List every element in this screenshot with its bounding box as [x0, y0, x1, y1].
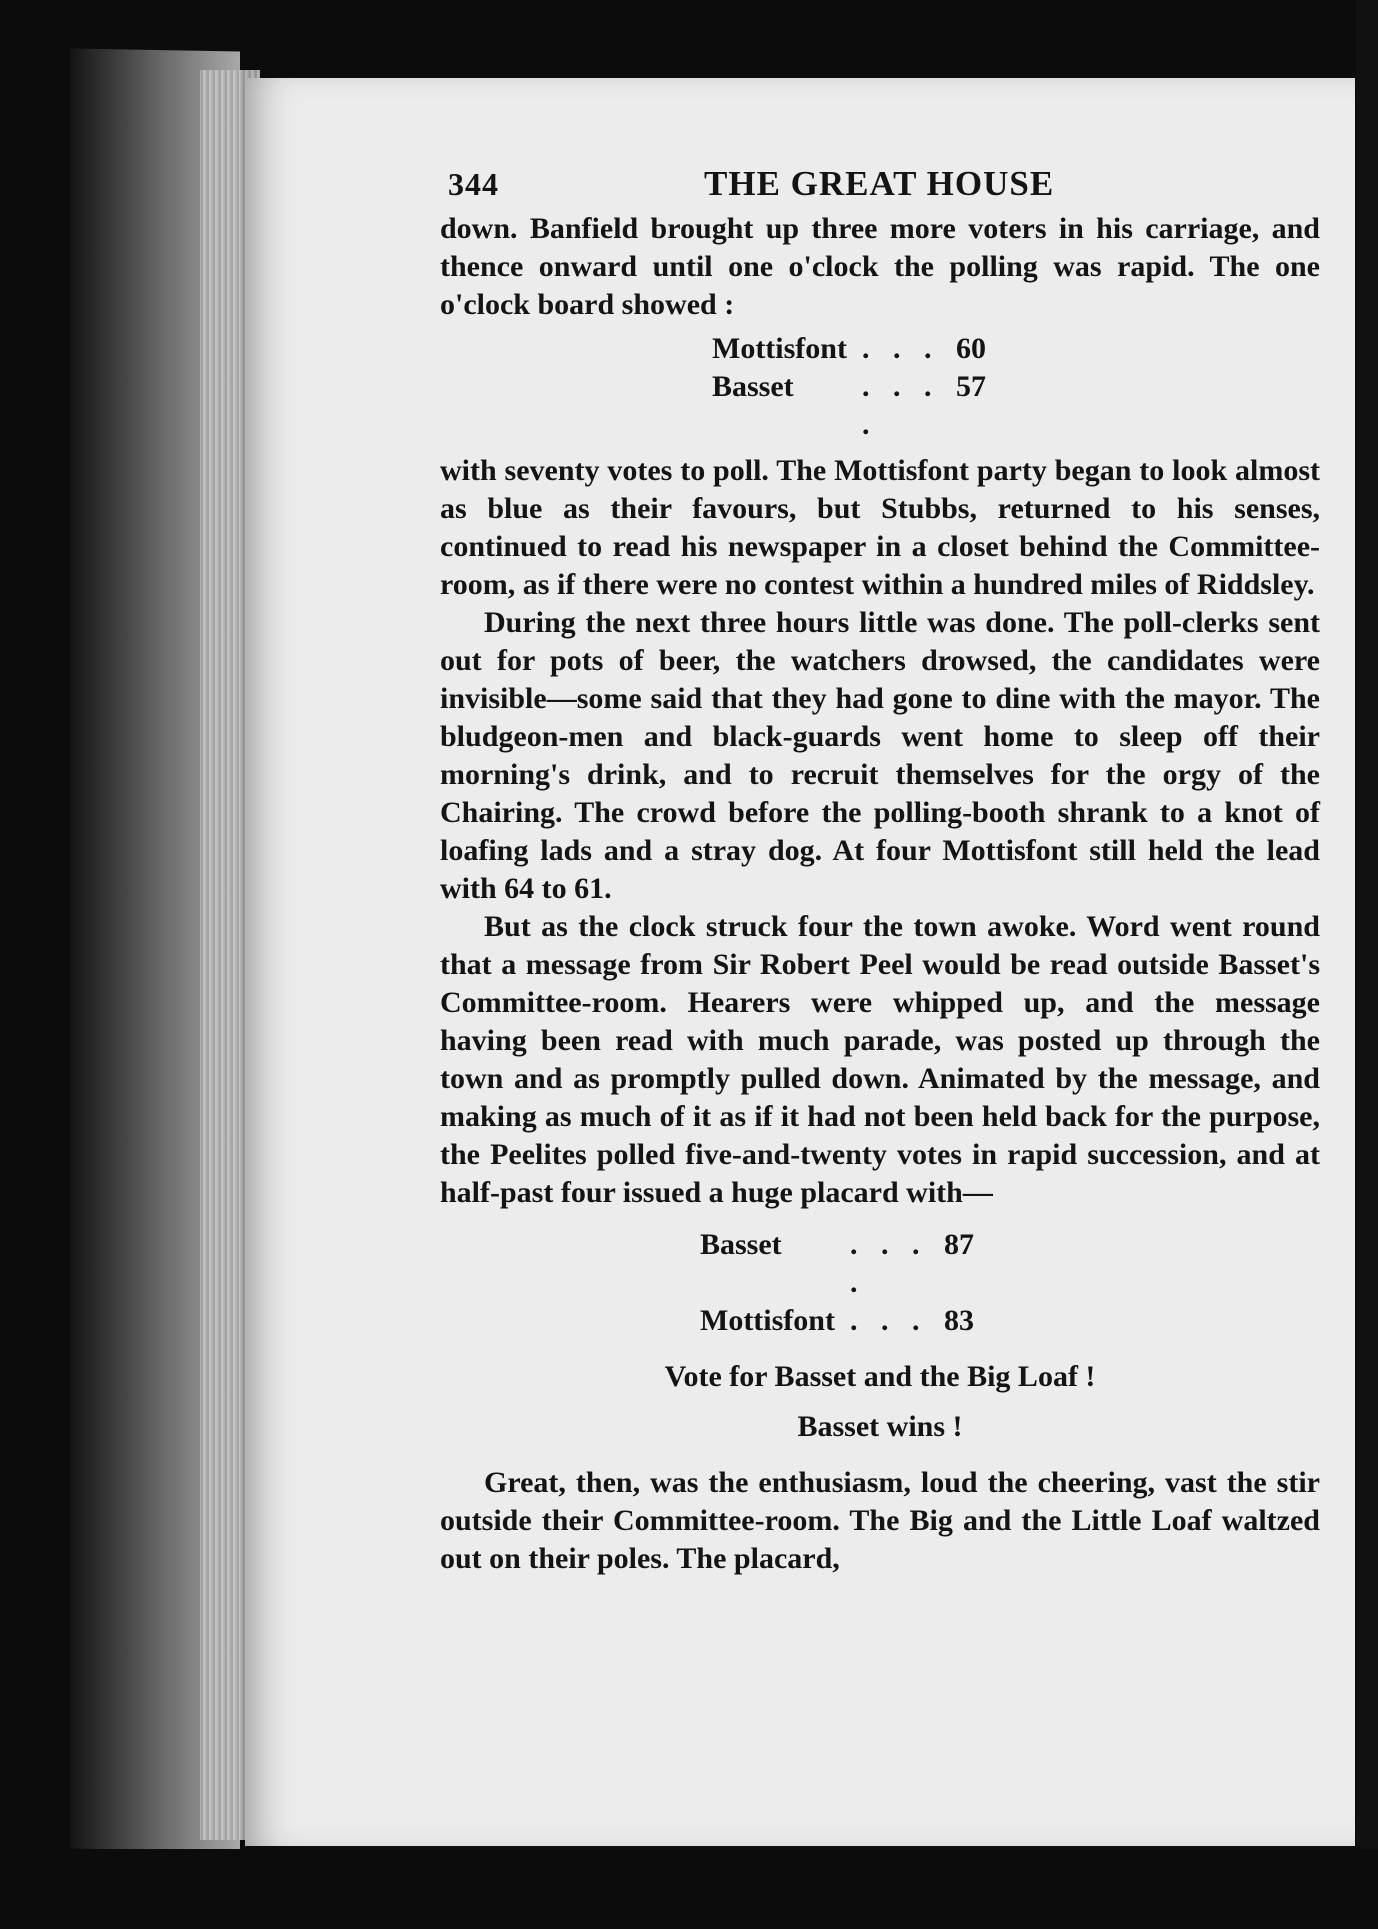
vote-count: 83	[944, 1304, 974, 1337]
paragraph: Great, then, was the enthusiasm, loud the cheering, vast the stir outside their Committee-room. The Big and the Little Loaf waltzed out on their poles. The placard,	[440, 1466, 1320, 1575]
candidate-name: Basset	[700, 1228, 782, 1261]
leader-dots: . . . .	[862, 370, 940, 441]
vote-count: 57	[956, 370, 986, 403]
vote-count: 87	[944, 1228, 974, 1261]
page-header	[440, 160, 1320, 210]
running-head: THE GREAT HOUSE	[704, 164, 1055, 203]
placard-line: Basset wins !	[797, 1410, 963, 1443]
leader-dots: . . .	[862, 332, 940, 365]
bottom-dark-margin	[0, 1849, 1378, 1929]
poll-board-2	[440, 1226, 1320, 1340]
page-number: 344	[448, 166, 499, 202]
paragraph: down. Banfield brought up three more voters in his carriage, and thence onward until one o'clock the polling was rapid. The one o'clock board showed :	[440, 212, 1320, 321]
poll-board-1	[440, 330, 1320, 444]
paragraph: But as the clock struck four the town awoke. Word went round that a message from Sir Robert Peel would be read outside Basset's Committee-room. Hearers were whipped up, and the message having been read with much parade, was posted up through the town and as promptly pulled down. Animated by the message, and making as much of it as if it had not been held back for the purpose, the Peelites polled five-and-twenty votes in rapid succession, and at half-past four issued a huge placard with—	[440, 910, 1320, 1209]
poll-row	[712, 330, 1320, 368]
paragraph: During the next three hours little was done. The poll-clerks sent out for pots of beer, the watchers drowsed, the candidates were invisible—some said that they had gone to dine with the mayor. The bludgeon-men and black-guards went home to sleep off their morning's drink, and to recruit themselves for the orgy of the Chairing. The crowd before the polling-booth shrank to a knot of loafing lads and a stray dog. At four Mottisfont still held the lead with 64 to 61.	[440, 606, 1320, 905]
right-dark-margin	[1356, 0, 1378, 1929]
candidate-name: Mottisfont	[712, 332, 847, 365]
page-text	[440, 160, 1320, 1578]
vote-count: 60	[956, 332, 986, 365]
poll-row	[700, 1226, 1320, 1302]
poll-row	[712, 368, 1320, 444]
leader-dots: . . . .	[850, 1228, 928, 1299]
candidate-name: Mottisfont	[700, 1304, 835, 1337]
candidate-name: Basset	[712, 370, 794, 403]
leader-dots: . . .	[850, 1304, 928, 1337]
poll-row	[700, 1302, 1320, 1340]
placard-line: Vote for Basset and the Big Loaf !	[664, 1360, 1096, 1393]
paragraph: with seventy votes to poll. The Mottisfont party began to look almost as blue as their favours, but Stubbs, returned to his senses, continued to read his newspaper in a closet behind the Committee-room, as if there were no contest within a hundred miles of Riddsley.	[440, 454, 1320, 601]
